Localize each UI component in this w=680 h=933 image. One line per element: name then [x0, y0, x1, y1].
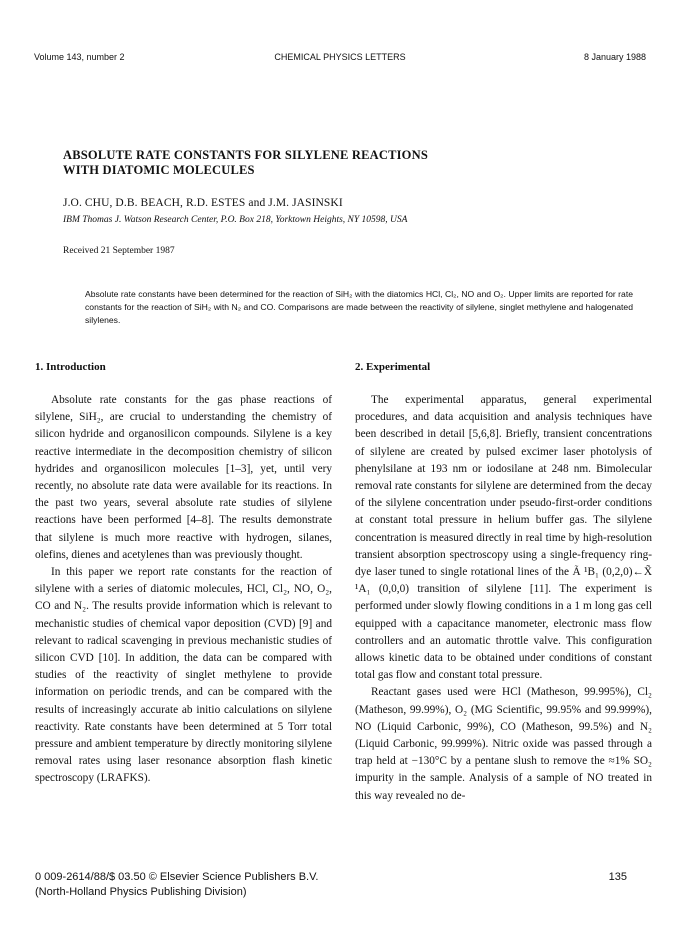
right-column: [355, 361, 652, 805]
title-line-2: WITH DIATOMIC MOLECULES: [63, 163, 255, 177]
intro-heading: 1. Introduction: [35, 361, 106, 373]
intro-paragraph-2: In this paper we report rate constants for the reaction of silylene with a series of diatomic molecules, HCl, Cl₂, NO, O₂, CO and N₂. The results provide information which is relevant to mechanistic studies of chemical vapor deposition (CVD) [9] and relevant to radical scavenging in previous mechanistic studies of silicon CVD [10]. In addition, the data can be compared with studies of the reactivity of singlet methylene to provide information on periodic trends, and can be compared with the results of increasingly accurate ab initio calculations on silylene reactivity. Rate constants have been determined at 5 Torr total pressure and ambient temperature by directly monitoring silylene removal rates using laser resonance absorption flash kinetic spectroscopy (LRAFKS).: [35, 566, 332, 785]
copyright-line: 0 009-2614/88/$ 03.50 © Elsevier Science Publishers B.V.: [35, 871, 319, 883]
received-date: Received 21 September 1987: [63, 246, 175, 256]
page-footer: [35, 870, 647, 900]
page-number: 135: [608, 871, 627, 883]
publisher-division: (North-Holland Physics Publishing Division): [35, 886, 247, 898]
title-line-1: ABSOLUTE RATE CONSTANTS FOR SILYLENE REACTIONS: [63, 148, 428, 162]
experimental-paragraph-1: The experimental apparatus, general experimental procedures, and data acquisition and analysis techniques have been described in detail [5,6,8]. Briefly, transient concentrations of silylene are created by pulsed excimer laser photolysis of phenylsilane at 193 nm or iodosilane at 248 nm. Bimolecular removal rate constants for silylene are determined from the decay of the silylene concentration under pseudo-first-order conditions at constant total pressure in helium buffer gas. The silylene concentration is measured directly in real time by high-resolution transient absorption spectroscopy using a single-frequency ring-dye laser tuned to single rotational lines of the Ã ¹B₁ (0,2,0)←X̃ ¹A₁ (0,0,0) transition of silylene [11]. The experiment is performed under slowly flowing conditions in a 1 m long gas cell equipped with a capacitance manometer, electronic mass flow controllers and an automatic throttle valve. This configuration allows kinetic data to be obtained under conditions of constant total gas flow and constant total pressure.: [355, 394, 652, 682]
intro-paragraph-1: Absolute rate constants for the gas phase reactions of silylene, SiH₂, are crucial to understanding the chemistry of silicon hydride and organosilicon compounds. Silylene is a key reactive intermediate in the decomposition chemistry of silicon hydrides and organosilicon molecules [1–3], yet, until very recently, no absolute rate data were available for its reactions. In the past two years, several absolute rate studies of silylene reactions have been performed [4–8]. The results demonstrate that silylene is much more reactive with hydrogen, silanes, olefins, dienes and acetylenes than was previously thought.: [35, 394, 332, 561]
article-title: [63, 148, 623, 178]
abstract: Absolute rate constants have been determined for the reaction of SiH₂ with the diatomics HCl, Cl₂, NO and O₂. Upper limits are reported for rate constants for the reaction of SiH₂ with N₂ and CO. Comparisons are made between the reactivity of silylene, singlet methylene and halogenated silylenes.: [85, 289, 633, 325]
left-column: [35, 361, 332, 788]
experimental-heading: 2. Experimental: [355, 361, 431, 373]
experimental-paragraph-2: Reactant gases used were HCl (Matheson, 99.995%), Cl₂ (Matheson, 99.99%), O₂ (MG Scientific, 99.95% and 99.999%), NO (Liquid Carbonic, 99%), CO (Matheson, 99.5%) and N₂ (Liquid Carbonic, 99.999%). Nitric oxide was passed through a trap held at −130°C by a pentane slush to remove the ≈1% SO₂ impurity in the sample. Analysis of a sample of NO treated in this way revealed no de-: [355, 686, 652, 802]
volume-info: Volume 143, number 2: [34, 52, 125, 62]
journal-name: CHEMICAL PHYSICS LETTERS: [274, 52, 406, 62]
issue-date: 8 January 1988: [583, 52, 646, 62]
affiliation: IBM Thomas J. Watson Research Center, P.O. Box 218, Yorktown Heights, NY 10598, USA: [63, 215, 408, 225]
author-list: J.O. CHU, D.B. BEACH, R.D. ESTES and J.M. JASINSKI: [63, 197, 343, 209]
